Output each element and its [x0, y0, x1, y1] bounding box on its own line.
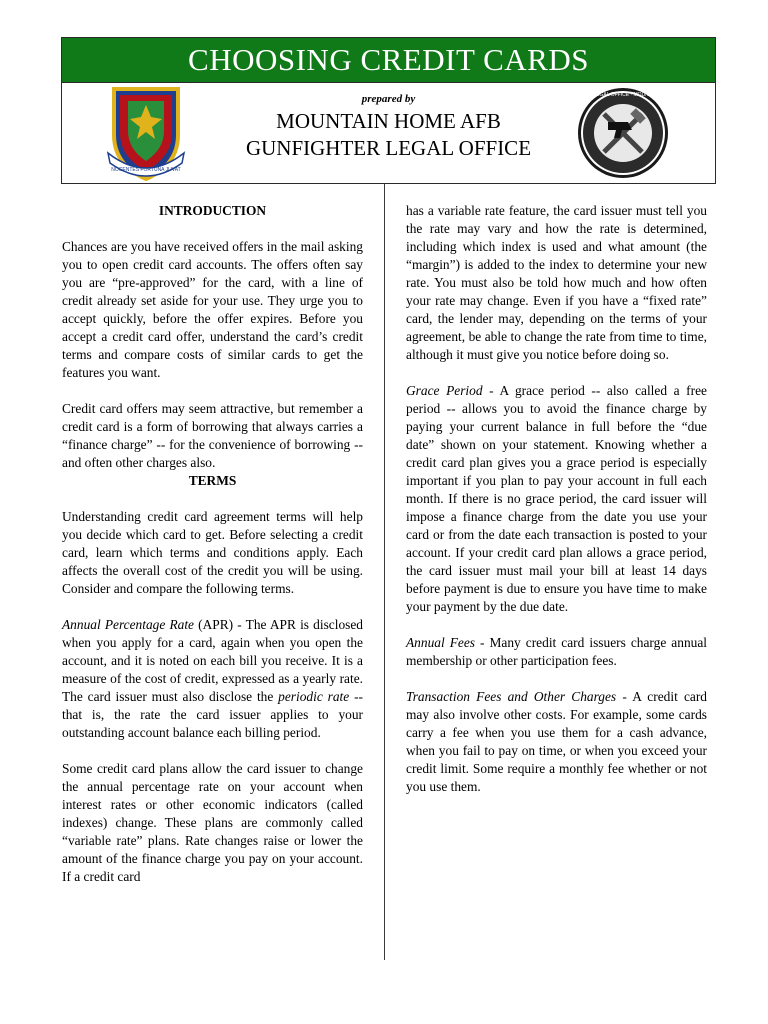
column-divider [384, 184, 385, 960]
terms-heading: TERMS [188, 473, 237, 488]
org-name-line1: MOUNTAIN HOME AFB [276, 109, 501, 133]
annual-fees-paragraph [406, 634, 707, 670]
grace-period-text: - A grace period -- also called a free period -- allows you to avoid the finance charge by paying your current balance in full before the “due date” shown on your statement. Knowing whether a credit card plan gives you a grace period is especially important if you plan to pay your account in full each month. If there is no grace period, the card issuer will impose a finance charge from the date you use your card or from the date each transaction is posted to your account. If your credit card plan allows a grace period, the card issuer must mail your bill at least 14 days before payment is due to ensure you have time to make your payment by the due date. [406, 383, 707, 614]
grace-period-paragraph [406, 382, 707, 616]
document-title-banner [61, 37, 716, 83]
crest-motto: NOCENTES FORTUNA JUVAT [111, 167, 181, 173]
transaction-fees-text: - A credit card may also involve other costs. For example, some cards carry a fee when you use them for a cash advance, when you fail to pay on time, or when you exceed your credit limit. Some require a monthly fee whether or not you use them. [406, 689, 707, 794]
transaction-fees-term: Transaction Fees and Other Charges [406, 689, 617, 704]
left-column [62, 202, 363, 904]
annual-fees-text: - Many credit card issuers charge annual membership or other participation fees. [406, 635, 707, 668]
introduction-heading: INTRODUCTION [158, 203, 267, 218]
apr-paragraph [62, 616, 363, 742]
apr-term: Annual Percentage Rate [62, 617, 194, 632]
variable-rate-continued: has a variable rate feature, the card issuer must tell you the rate may vary and how the rate is determined, including which index is used and what amount (the “margin”) is added to the index to determine your new rate. You must also be told how much and how often your rate may change. Even if you have a “fixed rate” card, the lender may, depending on the terms of your agreement, be able to change the rate from time to time, although it must give you notice before doing so. [406, 203, 707, 362]
seal-text: GUNFIGHTER LEGAL OFFICE · MOUNTAIN HOME AFB [558, 92, 688, 98]
terms-paragraph: Understanding credit card agreement terms will help you decide which card to get. Before selecting a credit card, learn which terms and conditions apply. Each affects the overall cost of the credit you will be using. Consider and compare the following terms. [62, 509, 363, 596]
header-box [61, 83, 716, 184]
periodic-rate-term: periodic rate [278, 689, 350, 704]
document-title: CHOOSING CREDIT CARDS [188, 42, 589, 77]
transaction-fees-paragraph [406, 688, 707, 796]
apr-text-b: -- that is, the rate the card issuer applies to your outstanding account balance each billing period. [62, 689, 363, 740]
grace-period-term: Grace Period [406, 383, 483, 398]
right-column [406, 202, 707, 814]
variable-rate-paragraph: Some credit card plans allow the card issuer to change the annual percentage rate on your account when interest rates or other economic indicators (called indexes) change. These plans are commonly called “variable rate” plans. Rate changes raise or lower the amount of the finance charge you pay on your account. If a credit card [62, 761, 363, 884]
intro-paragraph-2: Credit card offers may seem attractive, but remember a credit card is a form of borrowing that always carries a “finance charge” -- for the convenience of borrowing -- and often other charges also. [62, 401, 363, 470]
intro-paragraph-1: Chances are you have received offers in the mail asking you to open credit card accounts. The offers often say you are “pre-approved” for the card, with a line of credit already set aside for your use. They urge you to accept quickly, before the offer expires. Before you accept a credit card offer, understand the card’s credit terms and compare costs of similar cards to get the features you want. [62, 239, 363, 380]
apr-text-a: (APR) - The APR is disclosed when you apply for a card, again when you open the account, and it is noted on each bill you receive. It is a measure of the cost of credit, expressed as a yearly rate. The card issuer must also disclose the [62, 617, 363, 704]
prepared-by-label: prepared by [361, 93, 416, 105]
annual-fees-term: Annual Fees [406, 635, 475, 650]
org-name-line2: GUNFIGHTER LEGAL OFFICE [245, 136, 532, 160]
gunfighter-legal-office-seal-icon [558, 86, 688, 180]
